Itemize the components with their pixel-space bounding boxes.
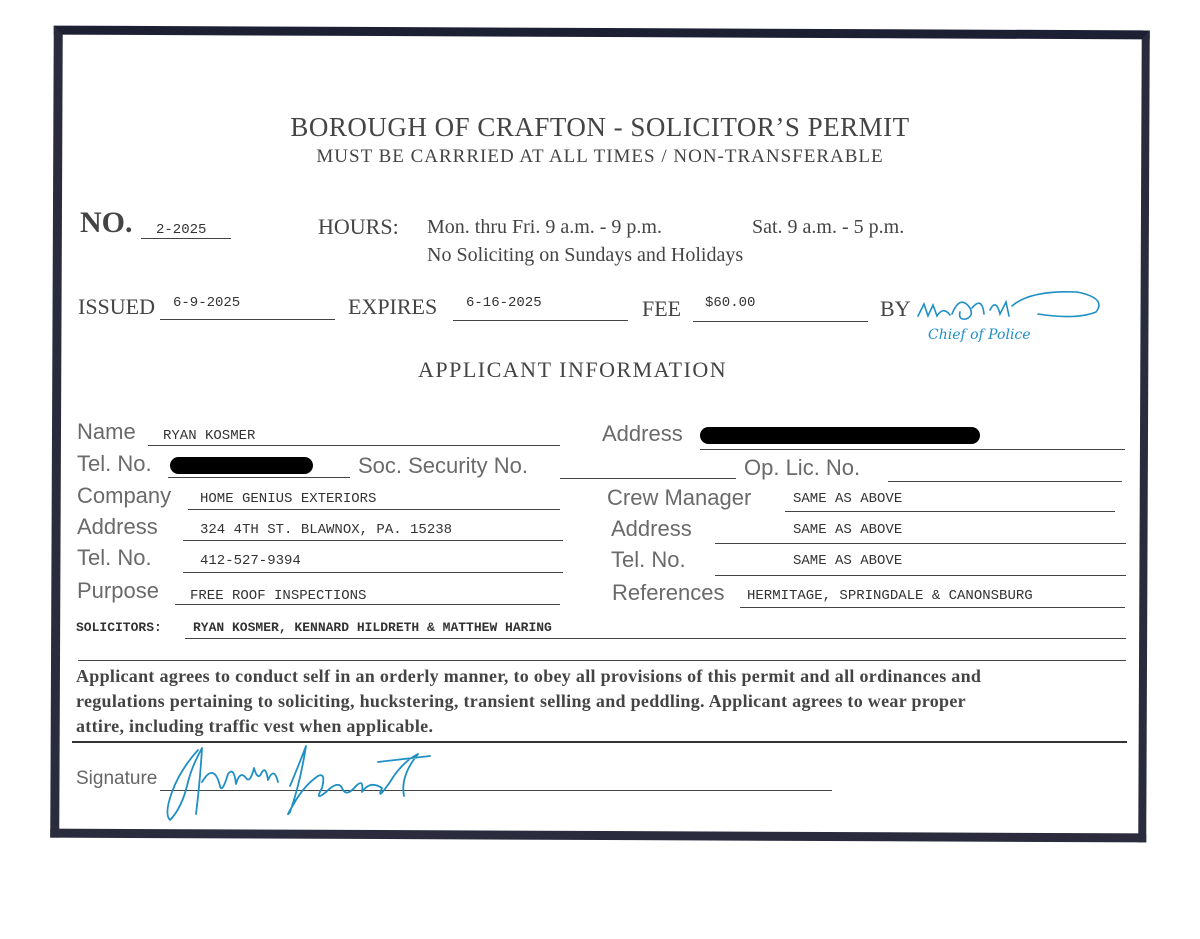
solicitors-label: SOLICITORS: bbox=[76, 620, 162, 635]
crew-address-value: SAME AS ABOVE bbox=[793, 522, 903, 538]
crew-address-underline bbox=[715, 543, 1126, 544]
company-label: Company bbox=[77, 483, 172, 508]
name-label: Name bbox=[77, 419, 136, 444]
expires-label: EXPIRES bbox=[348, 294, 438, 319]
hours-note: No Soliciting on Sundays and Holidays bbox=[427, 244, 744, 266]
company-tel-value: 412-527-9394 bbox=[200, 553, 301, 569]
applicant-signature-image bbox=[150, 722, 450, 827]
permit-subtitle: MUST BE CARRRIED AT ALL TIMES / NON-TRANSFERABLE bbox=[316, 146, 884, 167]
hours-weekday: Mon. thru Fri. 9 a.m. - 9 p.m. bbox=[427, 216, 662, 238]
expires-value: 6-16-2025 bbox=[466, 295, 542, 311]
name-value: RYAN KOSMER bbox=[163, 428, 256, 444]
solicitors-underline bbox=[185, 638, 1126, 639]
fee-value: $60.00 bbox=[705, 295, 756, 311]
company-address-value: 324 4TH ST. BLAWNOX, PA. 15238 bbox=[200, 522, 453, 538]
hours-label: HOURS: bbox=[318, 214, 399, 239]
references-value: HERMITAGE, SPRINGDALE & CANONSBURG bbox=[747, 588, 1033, 604]
company-address-underline bbox=[183, 540, 563, 541]
permit-no-underline bbox=[141, 238, 231, 239]
crew-manager-underline bbox=[785, 511, 1115, 512]
crew-tel-value: SAME AS ABOVE bbox=[793, 553, 903, 569]
purpose-value: FREE ROOF INSPECTIONS bbox=[190, 588, 367, 604]
crew-manager-value: SAME AS ABOVE bbox=[793, 491, 903, 507]
address-underline bbox=[700, 449, 1125, 450]
references-underline bbox=[740, 607, 1125, 608]
company-tel-label: Tel. No. bbox=[77, 545, 152, 570]
crew-tel-underline bbox=[715, 575, 1126, 576]
fee-underline bbox=[693, 321, 868, 322]
chief-signature-image bbox=[912, 286, 1117, 346]
agreement-line-3: attire, including traffic vest when applicable. bbox=[76, 716, 434, 736]
applicant-section-title: APPLICANT INFORMATION bbox=[418, 357, 728, 382]
company-tel-underline bbox=[183, 572, 563, 573]
references-label: References bbox=[612, 580, 725, 605]
permit-no-label: NO. bbox=[80, 206, 133, 239]
company-value: HOME GENIUS EXTERIORS bbox=[200, 491, 377, 507]
agreement-line-1: Applicant agrees to conduct self in an orderly manner, to obey all provisions of this permit and all ordinances and bbox=[76, 666, 982, 686]
blank-line bbox=[78, 660, 1126, 661]
permit-no-value: 2-2025 bbox=[156, 222, 207, 238]
tel-label: Tel. No. bbox=[77, 451, 152, 476]
expires-underline bbox=[453, 320, 628, 321]
address-redaction bbox=[700, 427, 980, 444]
address-label: Address bbox=[602, 421, 683, 446]
purpose-underline bbox=[175, 604, 560, 605]
solicitors-value: RYAN KOSMER, KENNARD HILDRETH & MATTHEW HARING bbox=[193, 620, 552, 635]
permit-title: BOROUGH OF CRAFTON - SOLICITOR’S PERMIT bbox=[290, 112, 910, 142]
chief-title: Chief of Police bbox=[928, 327, 1031, 343]
by-label: BY bbox=[880, 296, 911, 321]
crew-manager-label: Crew Manager bbox=[607, 485, 752, 510]
oplic-label: Op. Lic. No. bbox=[744, 455, 861, 480]
company-underline bbox=[188, 509, 560, 510]
purpose-label: Purpose bbox=[77, 578, 159, 603]
crew-tel-label: Tel. No. bbox=[611, 547, 686, 572]
oplic-underline bbox=[888, 481, 1122, 482]
tel-underline bbox=[168, 477, 350, 478]
ssn-label: Soc. Security No. bbox=[358, 453, 528, 478]
fee-label: FEE bbox=[642, 296, 682, 321]
issued-value: 6-9-2025 bbox=[173, 295, 241, 311]
ssn-underline bbox=[560, 478, 736, 479]
tel-redaction bbox=[170, 457, 313, 474]
company-address-label: Address bbox=[77, 514, 158, 539]
name-underline bbox=[148, 445, 560, 446]
agreement-line-2: regulations pertaining to soliciting, huckstering, transient selling and peddling. Applicant agrees to wear proper bbox=[76, 691, 966, 711]
issued-underline bbox=[160, 319, 335, 320]
hours-saturday: Sat. 9 a.m. - 5 p.m. bbox=[752, 216, 905, 238]
crew-address-label: Address bbox=[611, 516, 692, 541]
signature-label: Signature bbox=[76, 768, 158, 789]
issued-label: ISSUED bbox=[78, 294, 156, 319]
